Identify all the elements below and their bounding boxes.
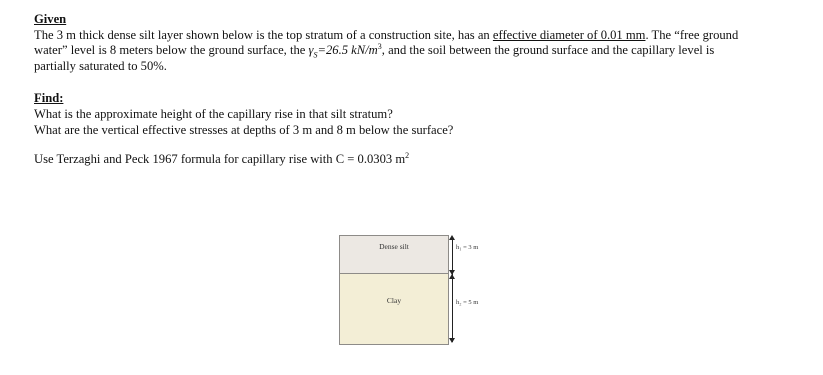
given-line-2-end: , and the soil between the ground surface and the capillary level is [381,43,715,58]
unit-weight-value: =26.5 kN/m [317,43,378,58]
given-line-2: water” level is 8 meters below the ground surface, the [34,43,309,58]
gamma-symbol: γ [308,43,314,58]
clay-layer [339,273,449,345]
h1-label: h₁ = 3 m [456,244,479,251]
given-line-1: The 3 m thick dense silt layer shown below is the top stratum of a construction site, has an [34,27,493,42]
instruction-text [34,152,804,168]
h2-label: h₂ = 5 m [456,299,479,306]
soil-profile-diagram [339,235,479,345]
find-question-1: What is the approximate height of the capillary rise in that silt stratum? [34,106,393,121]
given-paragraph [34,28,804,75]
dimension-arrow-down-icon [449,338,455,343]
instruction-exponent: 2 [405,150,410,160]
clay-dimension-line [452,275,453,342]
find-heading: Find: [34,91,64,106]
dense-silt-layer [339,235,449,274]
find-question-2: What are the vertical effective stresses at depths of 3 m and 8 m below the surface? [34,122,454,137]
given-heading: Given [34,12,67,26]
problem-statement [34,12,804,168]
given-line-1-end: . The “free ground [645,27,739,42]
clay-label: Clay [386,296,402,305]
effective-diameter-text: effective diameter of 0.01 mm [492,27,646,42]
given-line-3: partially saturated to 50%. [34,58,167,73]
gamma-subscript: S [313,50,318,60]
dense-silt-label: Dense silt [379,242,409,251]
unit-exponent: 3 [377,42,382,51]
instruction-line: Use Terzaghi and Peck 1967 formula for capillary rise with C = 0.0303 m [34,152,406,167]
